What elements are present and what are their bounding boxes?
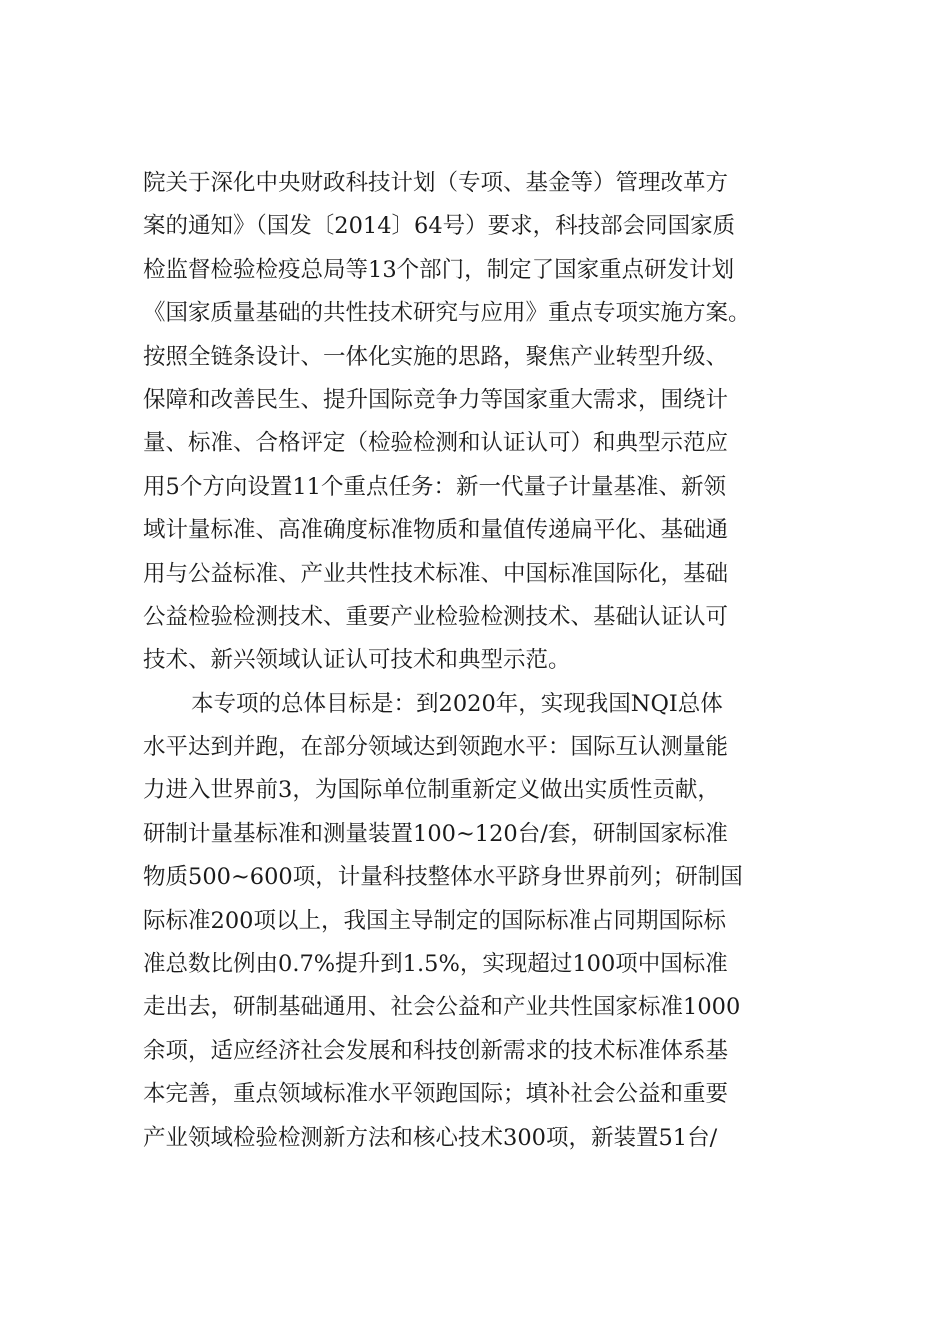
body-text xyxy=(143,162,823,1160)
text-line: 保障和改善民生、提升国际竞争力等国家重大需求，围绕计 xyxy=(143,386,729,413)
text-line: 域计量标准、高准确度标准物质和量值传递扁平化、基础通 xyxy=(143,517,729,544)
text-line: 检监督检验检疫总局等13个部门，制定了国家重点研发计划 xyxy=(143,256,735,283)
text-line: 走出去，研制基础通用、社会公益和产业共性国家标准1000 xyxy=(143,994,741,1021)
text-line: 院关于深化中央财政科技计划（专项、基金等）管理改革方 xyxy=(143,170,729,196)
text-line: 余项，适应经济社会发展和科技创新需求的技术标准体系基 xyxy=(143,1037,729,1064)
text-line: 公益检验检测技术、重要产业检验检测技术、基础认证认可 xyxy=(143,603,729,630)
text-line: 准总数比例由0.7%提升到1.5%，实现超过100项中国标准 xyxy=(143,951,728,978)
text-line: 力进入世界前3，为国际单位制重新定义做出实质性贡献， xyxy=(143,777,720,804)
text-line: 用5个方向设置11个重点任务：新一代量子计量基准、新领 xyxy=(143,473,726,500)
text-line: 研制计量基标准和测量装置100~120台/套，研制国家标准 xyxy=(143,820,728,847)
text-line: 产业领域检验检测新方法和核心技术300项，新装置51台/ xyxy=(143,1124,718,1151)
text-line: 水平达到并跑，在部分领域达到领跑水平：国际互认测量能 xyxy=(143,734,729,761)
text-line: 物质500~600项，计量科技整体水平跻身世界前列；研制国 xyxy=(143,864,743,891)
text-line: 量、标准、合格评定（检验检测和认证认可）和典型示范应 xyxy=(143,430,729,457)
text-line: 《国家质量基础的共性技术研究与应用》重点专项实施方案。 xyxy=(143,300,751,327)
text-line: 本完善，重点领域标准水平领跑国际；填补社会公益和重要 xyxy=(143,1081,729,1108)
paragraph-first-line: 本专项的总体目标是：到2020年，实现我国NQI总体 xyxy=(191,690,723,717)
text-line: 案的通知》（国发〔2014〕64号）要求，科技部会同国家质 xyxy=(143,213,736,240)
text-line: 用与公益标准、产业共性技术标准、中国标准国际化，基础 xyxy=(143,560,729,587)
text-line: 际标准200项以上，我国主导制定的国际标准占同期国际标 xyxy=(143,907,726,934)
text-line: 技术、新兴领域认证认可技术和典型示范。 xyxy=(143,647,571,674)
text-line: 按照全链条设计、一体化实施的思路，聚焦产业转型升级、 xyxy=(143,343,729,370)
